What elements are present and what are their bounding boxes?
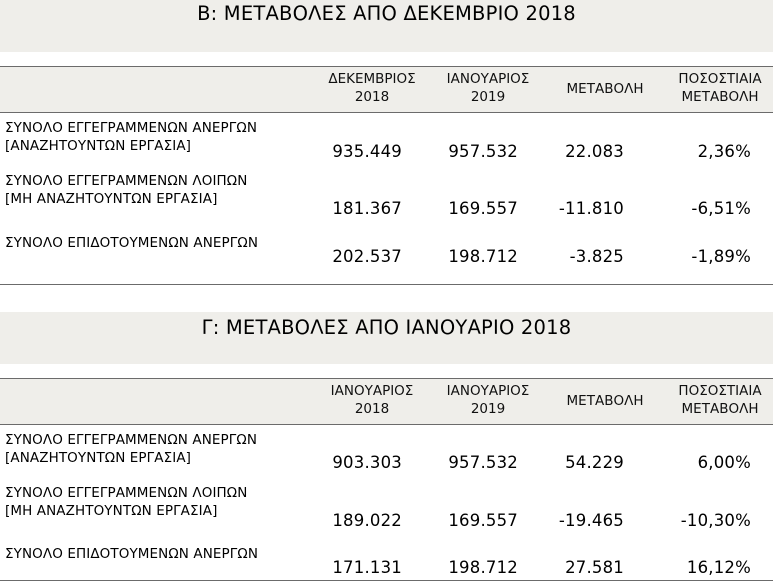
- value-col3: -11.810: [558, 199, 624, 218]
- table-row: [0, 484, 773, 534]
- header-text: 2018: [354, 89, 390, 105]
- value-col3: 54.229: [565, 453, 624, 472]
- header-col-change: [545, 392, 665, 410]
- value-col1: 903.303: [332, 453, 402, 472]
- value-col2: 957.532: [448, 142, 518, 161]
- table-row: [0, 172, 773, 222]
- value-col1: 935.449: [332, 142, 402, 161]
- section-b-table: [0, 66, 773, 285]
- section-b-title-bar: [0, 0, 773, 52]
- value-col4: 6,00%: [697, 453, 751, 472]
- section-c-title: Γ: ΜΕΤΑΒΟΛΕΣ ΑΠΟ ΙΑΝΟΥΑΡΙΟ 2018: [201, 316, 572, 339]
- section-c-table-header: [0, 379, 773, 425]
- header-text: ΙΑΝΟΥΑΡΙΟΣ: [446, 383, 530, 399]
- table-row: [0, 545, 773, 579]
- value-col1: 181.367: [332, 199, 402, 218]
- value-col2: 169.557: [448, 511, 518, 530]
- section-b-table-header: [0, 67, 773, 113]
- table-row: [0, 119, 773, 169]
- value-col2: 198.712: [448, 247, 518, 266]
- row-label: [5, 172, 247, 208]
- value-col2: 169.557: [448, 199, 518, 218]
- row-label-line: ΣΥΝΟΛΟ ΕΓΓΕΓΡΑΜΜΕΝΩΝ ΑΝΕΡΓΩΝ: [5, 120, 258, 136]
- row-label-line: ΣΥΝΟΛΟ ΕΓΓΕΓΡΑΜΜΕΝΩΝ ΛΟΙΠΩΝ: [5, 173, 248, 189]
- table-row: [0, 431, 773, 481]
- value-col1: 202.537: [332, 247, 402, 266]
- row-label: [5, 545, 258, 563]
- header-text: ΙΑΝΟΥΑΡΙΟΣ: [330, 383, 414, 399]
- row-label-line: ΣΥΝΟΛΟ ΕΠΙΔΟΤΟΥΜΕΝΩΝ ΑΝΕΡΓΩΝ: [5, 546, 259, 562]
- header-text: ΜΕΤΑΒΟΛΗ: [681, 401, 759, 417]
- header-text: ΔΕΚΕΜΒΡΙΟΣ: [328, 71, 416, 87]
- value-col4: -1,89%: [691, 247, 751, 266]
- header-text: ΠΟΣΟΣΤΙΑΙΑ: [678, 71, 762, 87]
- value-col3: -3.825: [569, 247, 624, 266]
- row-label-line: [ΑΝΑΖΗΤΟΥΝΤΩΝ ΕΡΓΑΣΙΑ]: [5, 138, 192, 154]
- row-label-line: [ΑΝΑΖΗΤΟΥΝΤΩΝ ΕΡΓΑΣΙΑ]: [5, 450, 192, 466]
- header-text: ΜΕΤΑΒΟΛΗ: [566, 393, 644, 409]
- row-label-line: ΣΥΝΟΛΟ ΕΓΓΕΓΡΑΜΜΕΝΩΝ ΑΝΕΡΓΩΝ: [5, 432, 258, 448]
- value-col3: 22.083: [565, 142, 624, 161]
- section-c-table: [0, 378, 773, 581]
- section-c-title-bar: [0, 312, 773, 364]
- section-b-title: Β: ΜΕΤΑΒΟΛΕΣ ΑΠΟ ΔΕΚΕΜΒΡΙΟ 2018: [197, 2, 576, 25]
- value-col2: 198.712: [448, 558, 518, 577]
- value-col4: -6,51%: [691, 199, 751, 218]
- header-text: ΜΕΤΑΒΟΛΗ: [566, 81, 644, 97]
- header-col-percent-change: [660, 70, 773, 106]
- table-row: [0, 234, 773, 282]
- value-col1: 171.131: [332, 558, 402, 577]
- header-col-percent-change: [660, 382, 773, 418]
- header-text: 2019: [470, 401, 506, 417]
- row-label: [5, 119, 257, 155]
- value-col4: -10,30%: [680, 511, 751, 530]
- value-col1: 189.022: [332, 511, 402, 530]
- header-col-january-2019: [428, 70, 548, 106]
- row-label-line: [ΜΗ ΑΝΑΖΗΤΟΥΝΤΩΝ ΕΡΓΑΣΙΑ]: [5, 503, 218, 519]
- header-text: 2018: [354, 401, 390, 417]
- header-text: ΙΑΝΟΥΑΡΙΟΣ: [446, 71, 530, 87]
- row-label: [5, 484, 247, 520]
- row-label: [5, 431, 257, 467]
- row-label: [5, 234, 258, 252]
- row-label-line: ΣΥΝΟΛΟ ΕΓΓΕΓΡΑΜΜΕΝΩΝ ΛΟΙΠΩΝ: [5, 485, 248, 501]
- header-col-december-2018: [312, 70, 432, 106]
- header-text: ΜΕΤΑΒΟΛΗ: [681, 89, 759, 105]
- header-text: ΠΟΣΟΣΤΙΑΙΑ: [678, 383, 762, 399]
- value-col3: -19.465: [558, 511, 624, 530]
- value-col4: 2,36%: [697, 142, 751, 161]
- header-text: 2019: [470, 89, 506, 105]
- header-col-january-2018: [312, 382, 432, 418]
- value-col3: 27.581: [565, 558, 624, 577]
- header-col-change: [545, 80, 665, 98]
- row-label-line: [ΜΗ ΑΝΑΖΗΤΟΥΝΤΩΝ ΕΡΓΑΣΙΑ]: [5, 191, 218, 207]
- header-col-january-2019: [428, 382, 548, 418]
- value-col4: 16,12%: [686, 558, 751, 577]
- row-label-line: ΣΥΝΟΛΟ ΕΠΙΔΟΤΟΥΜΕΝΩΝ ΑΝΕΡΓΩΝ: [5, 235, 259, 251]
- value-col2: 957.532: [448, 453, 518, 472]
